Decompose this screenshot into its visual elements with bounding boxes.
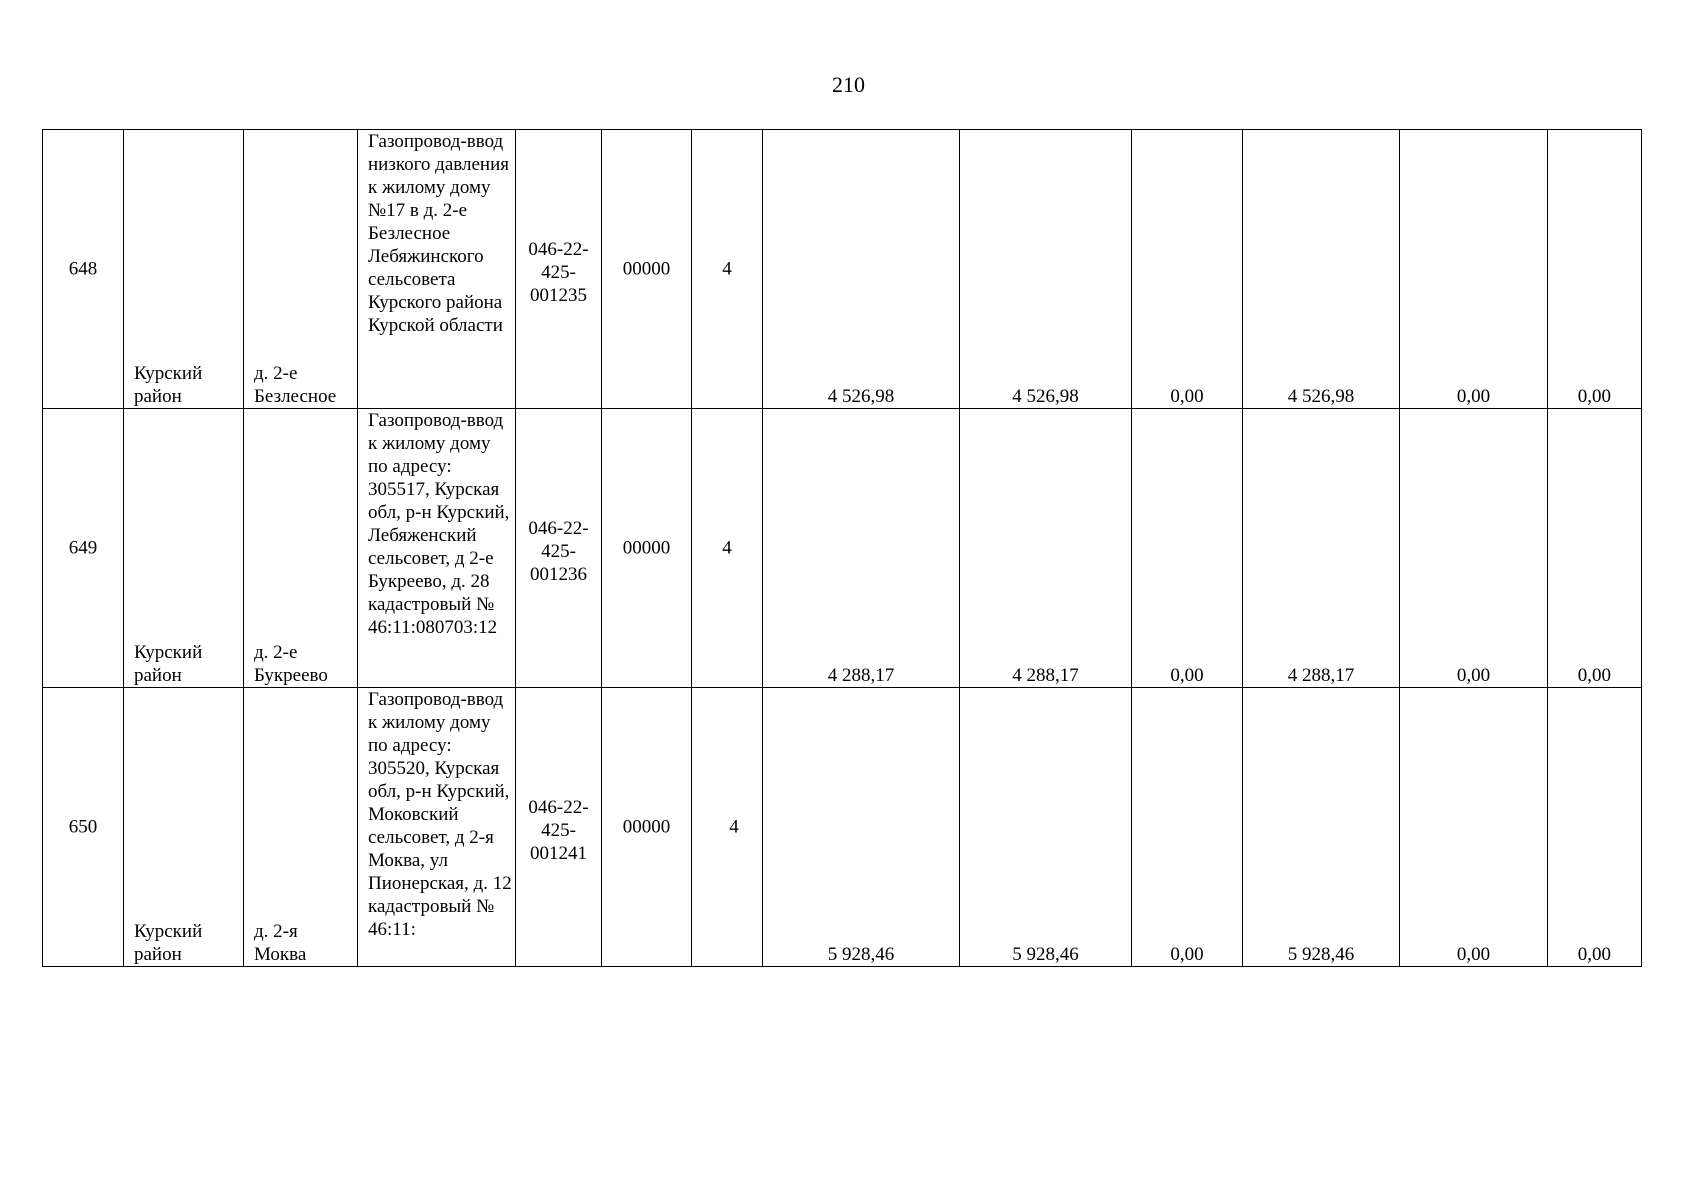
cell-value-2: [960, 688, 1132, 967]
cell-village: [244, 688, 358, 967]
cell-value-6: [1548, 130, 1642, 409]
table-row: [43, 409, 1642, 688]
cell-value-3: [1132, 409, 1243, 688]
cell-index: [43, 409, 124, 688]
cell-code: [516, 688, 602, 967]
cell-description: [358, 409, 516, 688]
village: д. 2-е Безлесное: [254, 363, 337, 407]
object-code: 046-22-425-001241: [528, 797, 589, 864]
row-index: 650: [68, 816, 98, 838]
page-number: 210: [832, 72, 865, 97]
quantity: 4: [722, 537, 732, 559]
value-3: 0,00: [1170, 944, 1204, 965]
registry-table: [42, 129, 1642, 967]
value-2: 5 928,46: [1012, 944, 1079, 965]
cell-value-1: [763, 130, 960, 409]
cell-village: [244, 409, 358, 688]
value-4: 4 526,98: [1287, 386, 1355, 407]
row-index: 648: [68, 258, 98, 280]
cell-code2: [602, 130, 692, 409]
value-3: 0,00: [1170, 386, 1204, 407]
district: Курский район: [134, 363, 203, 407]
value-4: 5 928,46: [1287, 944, 1355, 965]
object-description: Газопровод-ввод к жилому дому по адресу: 305520, Курская обл, р-н Курский, Моковский сельсовет, д 2-я Моква, ул Пионерская, д. 12 кадастровый № 46:11:: [368, 689, 512, 940]
value-5: 0,00: [1456, 386, 1491, 407]
cell-village: [244, 130, 358, 409]
cell-value-6: [1548, 409, 1642, 688]
value-6: 0,00: [1577, 386, 1611, 407]
cell-district: [124, 409, 244, 688]
cell-code2: [602, 688, 692, 967]
value-2: 4 288,17: [1012, 665, 1079, 686]
value-4: 4 288,17: [1287, 665, 1355, 686]
cell-value-5: [1400, 409, 1548, 688]
row-index: 649: [68, 537, 98, 559]
cell-value-2: [960, 409, 1132, 688]
cell-value-4: [1243, 130, 1400, 409]
cell-qty: [692, 688, 763, 967]
value-6: 0,00: [1577, 665, 1611, 686]
cell-code: [516, 409, 602, 688]
value-5: 0,00: [1456, 665, 1491, 686]
table-row: [43, 688, 1642, 967]
cell-value-3: [1132, 130, 1243, 409]
value-1: 5 928,46: [827, 944, 895, 965]
object-description: Газопровод-ввод низкого давления к жилому дому №17 в д. 2-е Безлесное Лебяжинского сельсовета Курского района Курской области: [368, 131, 509, 336]
object-code: 046-22-425-001236: [528, 518, 589, 585]
value-3: 0,00: [1170, 665, 1204, 686]
quantity: 4: [729, 816, 739, 838]
cell-code2: [602, 409, 692, 688]
value-1: 4 288,17: [827, 665, 895, 686]
cell-value-1: [763, 409, 960, 688]
table-row: [43, 130, 1642, 409]
cell-district: [124, 130, 244, 409]
village: д. 2-е Букреево: [254, 642, 328, 686]
cell-value-2: [960, 130, 1132, 409]
cell-code: [516, 130, 602, 409]
cell-value-5: [1400, 130, 1548, 409]
object-code: 046-22-425-001235: [528, 239, 589, 306]
district: Курский район: [134, 921, 203, 965]
cell-qty: [692, 409, 763, 688]
cell-value-6: [1548, 688, 1642, 967]
cell-value-1: [763, 688, 960, 967]
cell-index: [43, 130, 124, 409]
secondary-code: 00000: [622, 816, 671, 838]
cell-value-3: [1132, 688, 1243, 967]
value-2: 4 526,98: [1012, 386, 1079, 407]
cell-value-4: [1243, 409, 1400, 688]
value-1: 4 526,98: [827, 386, 895, 407]
value-6: 0,00: [1577, 944, 1611, 965]
district: Курский район: [134, 642, 203, 686]
value-5: 0,00: [1456, 944, 1491, 965]
cell-description: [358, 130, 516, 409]
cell-description: [358, 688, 516, 967]
cell-index: [43, 688, 124, 967]
object-description: Газопровод-ввод к жилому дому по адресу: 305517, Курская обл, р-н Курский, Лебяженский сельсовет, д 2-е Букреево, д. 28 кадастровый № 46:11:080703:12: [368, 410, 510, 638]
quantity: 4: [722, 258, 732, 280]
cell-value-4: [1243, 688, 1400, 967]
secondary-code: 00000: [622, 258, 671, 280]
cell-district: [124, 688, 244, 967]
cell-value-5: [1400, 688, 1548, 967]
secondary-code: 00000: [622, 537, 671, 559]
cell-qty: [692, 130, 763, 409]
village: д. 2-я Моква: [254, 921, 307, 965]
